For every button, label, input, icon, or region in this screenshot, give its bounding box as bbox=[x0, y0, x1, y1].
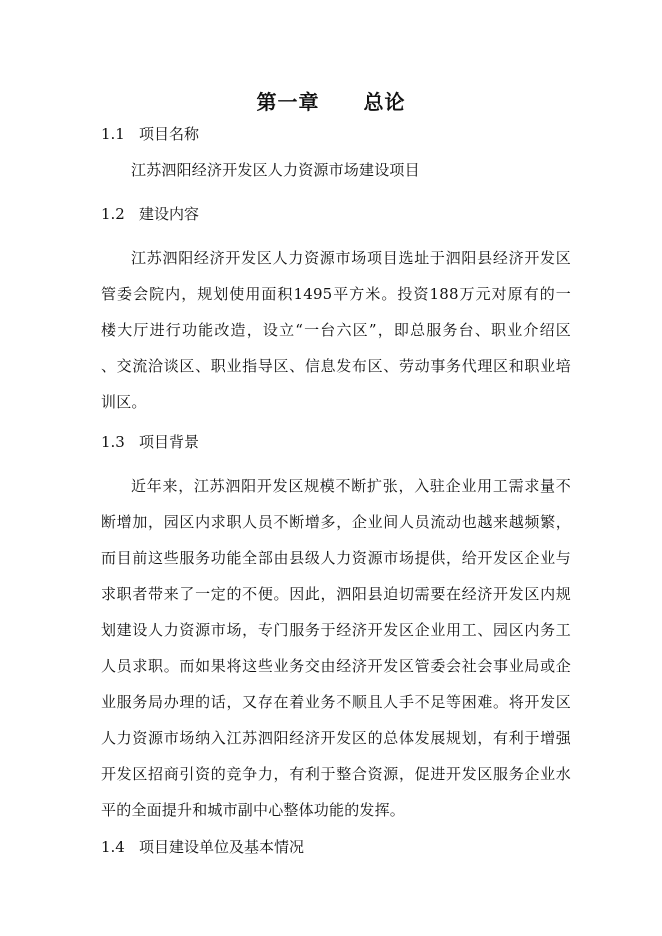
section-number: 1.4 bbox=[101, 838, 125, 856]
paragraph-line: 江苏泗阳经济开发区人力资源市场项目选址于泗阳县经济开发区 bbox=[131, 249, 571, 267]
paragraph-line: 业服务局办理的话，又存在着业务不顺且人手不足等困难。将开发区 bbox=[101, 693, 571, 711]
section-heading-1-1 bbox=[101, 123, 199, 144]
paragraph-line: 人力资源市场纳入江苏泗阳经济开发区的总体发展规划，有利于增强 bbox=[101, 729, 571, 747]
section-title: 项目建设单位及基本情况 bbox=[139, 838, 305, 856]
section-heading-1-2 bbox=[101, 203, 199, 224]
paragraph-line: 楼大厅进行功能改造，设立“一台六区”，即总服务台、职业介绍区 bbox=[101, 321, 571, 339]
paragraph-line: 、交流洽谈区、职业指导区、信息发布区、劳动事务代理区和职业培 bbox=[101, 357, 571, 375]
paragraph-line: 断增加，园区内求职人员不断增多，企业间人员流动也越来越频繁， bbox=[101, 513, 571, 531]
section-heading-1-4 bbox=[101, 836, 304, 857]
paragraph-line: 开发区招商引资的竞争力，有利于整合资源，促进开发区服务企业水 bbox=[101, 765, 571, 783]
paragraph-line: 江苏泗阳经济开发区人力资源市场建设项目 bbox=[131, 161, 420, 179]
section-number: 1.2 bbox=[101, 205, 125, 223]
paragraph-line: 而目前这些服务功能全部由县级人力资源市场提供，给开发区企业与 bbox=[101, 549, 571, 567]
paragraph-line: 训区。 bbox=[101, 393, 147, 411]
chapter-name: 总论 bbox=[363, 90, 406, 114]
paragraph-line: 划建设人力资源市场，专门服务于经济开发区企业用工、园区内务工 bbox=[101, 621, 571, 639]
section-number: 1.3 bbox=[101, 433, 125, 451]
section-title: 项目背景 bbox=[139, 433, 200, 451]
section-title: 项目名称 bbox=[139, 125, 200, 143]
section-title: 建设内容 bbox=[139, 205, 200, 223]
section-number: 1.1 bbox=[101, 125, 125, 143]
paragraph-line: 管委会院内，规划使用面积1495平方米。投资188万元对原有的一 bbox=[101, 285, 571, 303]
chapter-title bbox=[0, 86, 662, 115]
paragraph-line: 平的全面提升和城市副中心整体功能的发挥。 bbox=[101, 801, 406, 819]
paragraph-line: 人员求职。而如果将这些业务交由经济开发区管委会社会事业局或企 bbox=[101, 657, 571, 675]
chapter-number: 第一章 bbox=[256, 90, 320, 114]
paragraph-line: 求职者带来了一定的不便。因此，泗阳县迫切需要在经济开发区内规 bbox=[101, 585, 571, 603]
section-heading-1-3 bbox=[101, 431, 199, 452]
paragraph-line: 近年来，江苏泗阳开发区规模不断扩张，入驻企业用工需求量不 bbox=[131, 477, 571, 495]
